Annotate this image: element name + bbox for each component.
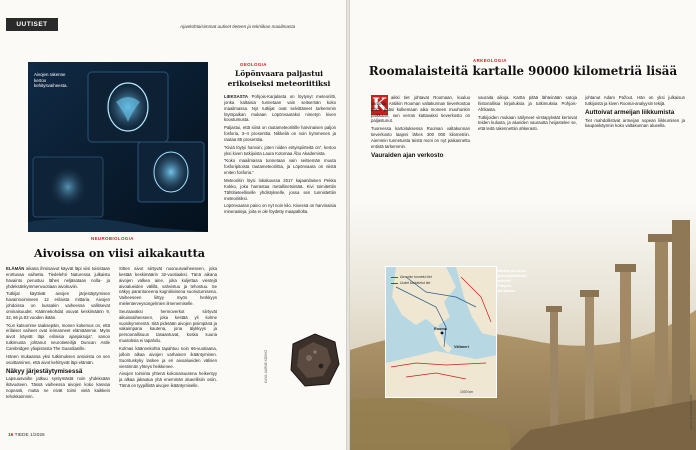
page-number: 16 (8, 433, 14, 438)
paragraph: Paljastui, että siinä on rautameteoriitille harvinaisen paljon fosforia, 3–4 prosenttia. Nikkeliä on noin kymmenen ja rautaa 85 prosenttia. (224, 125, 336, 142)
article-column-1 (371, 95, 470, 245)
article-headline: Roomalaisteitä kartalle 90000 kilometriä lisää (368, 64, 678, 78)
paragraph: Seuraavaksi hermoverkot siirtyvät aikuisvaiheeseen, joka kestää yli kolme vuosikymmentä. Sitä pidetään aivojen pisimpänä ja vakaimpana kautena, jona älykkyys ja persoonallisuus tasaantuvat, koska suuria muutoksia ei tapahdu. (119, 308, 217, 344)
drop-cap: K (372, 95, 387, 115)
paragraph: Tutkijat käyttivät aivojen järjestäytymisen havainnoimiseen 12 erilaista mittaria. Aivojen johdoissa on kussakin vaiheessa vallitsevat ominaisuudet. Käännekohdat osuvat keskimäärin 9, 32, 66 ja 83 vuoden ikään. (6, 291, 110, 320)
photo-caption: Aivojen rakenne kertoo kehitysvaiheesta. (34, 72, 68, 89)
paragraph: Meteoriitin löysi lokakuussa 2017 kajaanilainen Pekka Kokko, joka harrastaa metallinetsintää. Kivi toimitettiin Tähtitieteelliselle yhdistykselle, jossa sen tunnistettiin meteoriitiksi. (224, 177, 336, 201)
map-caption: Vanhat tiet ovat peruskartoitettu tarkasti Pohjois-Afrikassa. (497, 268, 527, 293)
paragraph: ”Koko maailmassa tunnetaan vain seitsemän muuta fosforipitoista rautameteoriittia, ja Löpönvaara on niistä eniten fosforia.” (224, 158, 336, 176)
map-label-sea: Välimeri (454, 345, 469, 349)
article-category: NEUROBIOLOGIA (91, 236, 134, 241)
paragraph: Lapsuusvaihe jatkuu syntymästä noin yhdeksään ikävuoteen. Tässä vaiheessa aivojen koko kasvaa nopeasti, mutta ne eivät toimi vielä kaikkein tehokkaimmin. (6, 376, 110, 399)
photo-credit: KUVA: SHUTTERSTOCK (689, 395, 693, 430)
article-column-2 (119, 266, 217, 428)
side-article-category: GEOLOGIA (240, 62, 267, 67)
paragraph: johtanut Adam Pažout. Hän on yksi julkaisun tutkijoista ja kiven Rooma-analyysin tekijä. (585, 95, 685, 106)
page-folio (8, 433, 45, 438)
paragraph: aikana ihmisaivot käyvät läpi viisi toisistaan erottuvaa vaihetta. Tiedelehti Naturessa julkaistu havainto perustuu lähes neljäsataan nolla- ja yhdeksänkymmenvuotiaan aivokuviin. (6, 266, 110, 289)
legend-item-old: Aiemmin tunnetut tiet (391, 275, 432, 279)
paragraph: ”Kiviä löytyi harvoin, joten niiden erityispiirteitä on”, kertoo yksi kiven tutkijoista Laura Kotomaa Åbo Akademista. (224, 144, 336, 156)
paragraph: Sitten aivot siirtyvät nuoruusvaiheeseen, joka kestää keskimäärin 32-vuotiaaksi. Tänä aikana aivojen valkea aine, joka kuljettaa viestejä aivoalueiden välillä, vahvistuu ja tehostuu. Se näkyy parantuneena kognitiivisena suoriutumisena. Vaiheeseen liittyy myös herkkyys mielenterveysongelmien ilmenemiselle. (119, 266, 217, 307)
map-label-rome: Rooma (434, 327, 447, 331)
right-page (350, 0, 696, 450)
paragraph: Tutkijoiden mukaan säilyneet virstapylväät kertovat teiden kulusta, ja alueiden vaurautta heijastelee se, että teitä rakennettiin ahkerasti. (478, 114, 577, 132)
article-headline: Aivoissa on viisi aikakautta (33, 246, 206, 260)
left-page (0, 0, 346, 450)
paragraph: Pohjois-Karjalasta on löytynyt meteoriitti, jonka kaltaisia tunnetaan vain seitsemän koko maailmassa. Nyt tutkijat ovat selvittäneet tarkemmin löytöpaikan mukaan Löpönvaaraksi nimetyn kiven koostumusta. (224, 94, 336, 123)
photo-credit: KUVA: AARNE KOKKO (264, 350, 268, 384)
issue-label: TIEDE 1/2026 (14, 433, 45, 438)
paragraph: aikki tiet johtavat Roomaan, kuuluu sanonta. Antiikin Rooman valtakunnan tieverkostoa pitkin pääsi kulkemaan aika moneen muuhunkin paikkaan, sen verran kattavaksi tieverkosto on paljastunut. (371, 95, 470, 124)
legend-item-new: Uudet kartoitetut tiet (391, 281, 430, 285)
paragraph: Löpönvaaran paino on nyt noin kilo. Kivessä on harvinaisia mineraaleja, joita ei ole löydetty maapallolta. (224, 203, 336, 215)
roman-roads-map (385, 266, 497, 398)
paragraph: Tuoreessa kartoituksessa Rooman valtakunnan tieverkosto laajeni lähes 300 000 kilometriin. Aiemmin tunnetuista teistä moni on nyt paikannettu entistä tarkemmin. (371, 126, 470, 149)
paragraph: Hänen mukaansa yksi tutkimuksen ansioista on sen osoittaminen, että aivot kehittyvät läpi elämän. (6, 353, 110, 365)
article-column-1 (6, 266, 110, 426)
article-subhead: Näkyy järjestäytymisessä (6, 367, 83, 375)
lead-word: ELÄMÄN (6, 266, 25, 271)
section-kicker: Ajankohtaisimmat uutiset tieteen ja tekniikan maailmasta (180, 24, 296, 29)
article-column-3 (585, 95, 685, 245)
paragraph: Aivojen toiminta yhtenä kokonaisuutena heikentyy ja alkaa jakautua yhä enemmän alueellisiin osiin. Tämä on tyypillistä aivojen ikääntymiselle. (119, 371, 217, 389)
paragraph: Kolmas käännekohta tapahtuu noin 66-vuotiaana, jolloin alkaa aivojen varhainen ikääntyminen. Suorituskyky laskee ja eri aivoalueiden välisen viestinnän yhteys heikkenee. (119, 345, 217, 369)
paragraph: ”Kun katsomme taaksepäin, monen kokemus on, että erilaiset vaiheet ovat leimanneet elämäämme. Myös aivot käyvät läpi erilaisia ajanjaksoja”, sanoo tutkimusta johtanut neurotieteilijä Duncan Astle Cambridgen yliopistosta The Guardianille. (6, 322, 110, 351)
paragraph: vauraita aikoja. Kartta pitää lähteinään satoja historiallisia kirjoituksia ja tutkimuksia Pohjois-Afrikasta. (478, 95, 577, 112)
lead-word: LIEKSASTA (224, 94, 249, 99)
article-category: ARKEOLOGIA (473, 58, 507, 63)
side-article-headline: Löpönvaara paljastui erikoiseksi meteoriitiksi (227, 69, 331, 88)
section-tag: UUTISET (6, 18, 58, 31)
side-article-column (224, 94, 336, 330)
paragraph: Tiet mahdollistivat armeijan nopean liikkumisen ja kaupankäynnin koko valtakunnan alueella. (585, 117, 685, 129)
map-scale: 1000 km (460, 390, 474, 394)
article-column-2 (478, 95, 577, 245)
article-subhead: Auttoivat armeijan liikkumista (585, 108, 675, 116)
article-subhead: Vauraiden ajan verkosto (371, 151, 444, 159)
meteorite-photo (285, 330, 343, 390)
